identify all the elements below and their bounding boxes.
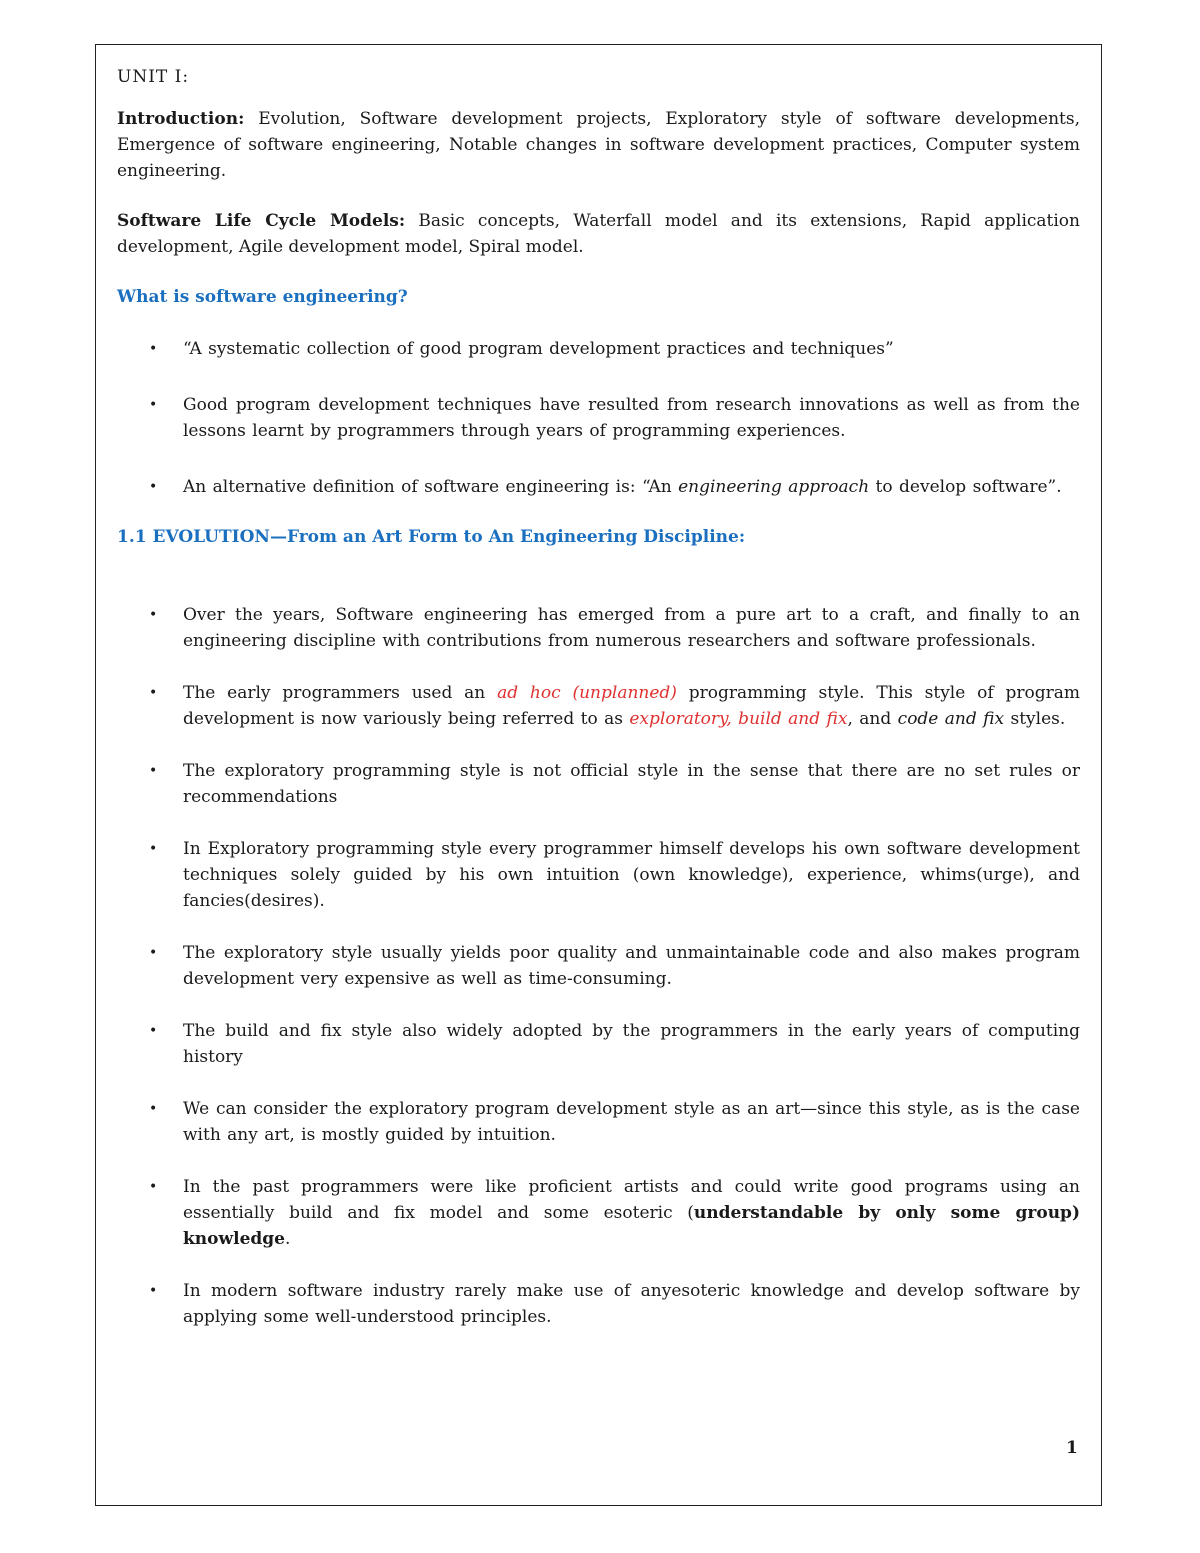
emphasis-text: code and fix [897, 709, 1005, 729]
lifecycle-label: Software Life Cycle Models: [117, 211, 406, 231]
page-number: 1 [1066, 1438, 1078, 1458]
list-item-text: Over the years, Software engineering has emerged from a pure art to a craft, and finally to an engineering discipline with contributions from numerous researchers and software professionals. [183, 605, 1080, 651]
list-item-text: “A systematic collection of good program development practices and techniques” [183, 339, 894, 359]
list-item-text: An alternative definition of software engineering is: “An [183, 477, 679, 497]
list-item-text: The exploratory style usually yields poor quality and unmaintainable code and also makes program development very expensive as well as time-consuming. [183, 943, 1080, 989]
list-item-text: styles. [1004, 709, 1066, 729]
document-body [117, 62, 1080, 1330]
list-item [117, 1018, 1080, 1070]
introduction-text: Evolution, Software development projects, Exploratory style of software developments, Emergence of software engineering, Notable changes in software development practices, Computer system engineering. [117, 109, 1080, 181]
list-item-text: We can consider the exploratory program development style as an art—since this style, as is the case with any art, is mostly guided by intuition. [183, 1099, 1080, 1145]
bullet-icon: • [149, 1283, 158, 1299]
bullet-icon: • [149, 397, 158, 413]
list-item [117, 336, 1080, 362]
list-item [117, 940, 1080, 992]
introduction-label: Introduction: [117, 109, 245, 129]
list-item-text: In the past programmers were like proficient artists and could write good programs using an essentially build and fix model and some esoteric ( [183, 1177, 1080, 1223]
list-item-text: to develop software”. [869, 477, 1062, 497]
list-item [117, 392, 1080, 444]
list-item [117, 1174, 1080, 1252]
unit-label: UNIT I: [117, 67, 190, 87]
evolution-heading: 1.1 EVOLUTION—From an Art Form to An Engineering Discipline: [117, 527, 746, 547]
list-item [117, 1278, 1080, 1330]
list-item [117, 836, 1080, 914]
lifecycle-text: Basic concepts, Waterfall model and its extensions, Rapid application development, Agile development model, Spiral model. [117, 211, 1080, 257]
list-item-text: The early programmers used an [183, 683, 498, 703]
bullet-icon: • [149, 341, 158, 357]
list-item [117, 474, 1080, 500]
bullet-icon: • [149, 1101, 158, 1117]
evolution-list [117, 602, 1080, 1330]
emphasis-text: engineering approach [678, 477, 870, 497]
what-is-list [117, 336, 1080, 500]
list-item-text: , and [847, 709, 898, 729]
what-is-heading: What is software engineering? [117, 287, 408, 307]
highlight-text: ad hoc (unplanned) [497, 683, 677, 703]
list-item-text: The build and fix style also widely adopted by the programmers in the early years of computing history [183, 1021, 1080, 1067]
bullet-icon: • [149, 1179, 158, 1195]
list-item [117, 680, 1080, 732]
list-item-text: In Exploratory programming style every programmer himself develops his own software development techniques solely guided by his own intuition (own knowledge), experience, whims(urge), and fancies(desires). [183, 839, 1080, 911]
list-item [117, 1096, 1080, 1148]
bold-text: understandable by only some group) knowledge [183, 1203, 1080, 1249]
bullet-icon: • [149, 479, 158, 495]
list-item [117, 758, 1080, 810]
list-item [117, 602, 1080, 654]
list-item-text: In modern software industry rarely make use of anyesoteric knowledge and develop software by applying some well-understood principles. [183, 1281, 1080, 1327]
bullet-icon: • [149, 763, 158, 779]
bullet-icon: • [149, 607, 158, 623]
bullet-icon: • [149, 841, 158, 857]
list-item-text: Good program development techniques have resulted from research innovations as well as from the lessons learnt by programmers through years of programming experiences. [183, 395, 1080, 441]
introduction-paragraph [117, 106, 1080, 184]
highlight-text: exploratory, build and fix [629, 709, 848, 729]
bullet-icon: • [149, 685, 158, 701]
list-item-text: . [284, 1229, 291, 1249]
list-item-text: programming style. This style of program development is now variously being referred to as [183, 683, 1080, 729]
bullet-icon: • [149, 1023, 158, 1039]
bullet-icon: • [149, 945, 158, 961]
list-item-text: The exploratory programming style is not official style in the sense that there are no set rules or recommendations [183, 761, 1080, 807]
lifecycle-paragraph [117, 208, 1080, 260]
